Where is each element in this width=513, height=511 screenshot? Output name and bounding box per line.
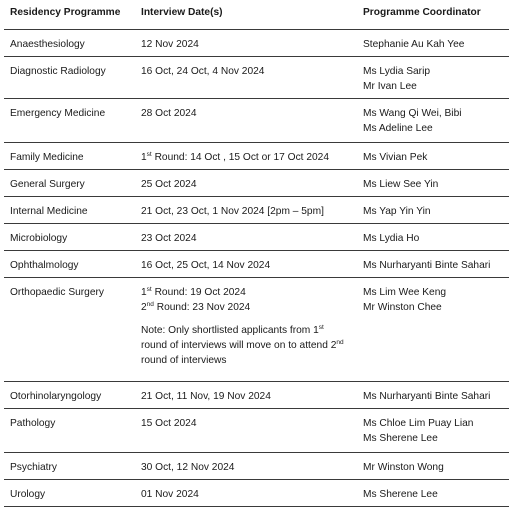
table-row — [4, 143, 509, 170]
header-programme: Residency Programme — [10, 7, 121, 18]
table-row — [4, 99, 509, 143]
programme-cell: Diagnostic Radiology — [10, 66, 106, 77]
dates-cell: 21 Oct, 11 Nov, 19 Nov 2024 — [141, 391, 271, 402]
coordinator-cell: Ms Wang Qi Wei, Bibi Ms Adeline Lee — [363, 108, 462, 134]
table-row — [4, 453, 509, 480]
dates-cell: 12 Nov 2024 — [141, 39, 199, 50]
dates-cell: 21 Oct, 23 Oct, 1 Nov 2024 [2pm – 5pm] — [141, 206, 324, 217]
coordinator-cell: Ms Lim Wee Keng Mr Winston Chee — [363, 287, 447, 313]
dates-cell: 15 Oct 2024 — [141, 418, 197, 429]
dates-cell: 30 Oct, 12 Nov 2024 — [141, 462, 235, 473]
coordinator-cell: Stephanie Au Kah Yee — [363, 39, 465, 50]
dates-cell: 25 Oct 2024 — [141, 179, 197, 190]
table-row — [4, 251, 509, 278]
coordinator-cell: Ms Nurharyanti Binte Sahari — [363, 260, 491, 271]
programme-cell: General Surgery — [10, 179, 85, 190]
dates-cell: 1st Round: 19 Oct 2024 2nd Round: 23 Nov 2024 Note: Only shortlisted applicants from 1st round of interviews will move on to attend 2nd round of interviews — [135, 278, 357, 381]
table-row — [4, 224, 509, 251]
coordinator-cell: Ms Vivian Pek — [363, 152, 428, 163]
table-row — [4, 30, 509, 57]
table-row — [4, 170, 509, 197]
residency-interview-table — [4, 0, 509, 507]
programme-cell: Psychiatry — [10, 462, 57, 473]
coordinator-cell: Ms Nurharyanti Binte Sahari — [363, 391, 491, 402]
table-row — [4, 382, 509, 409]
coordinator-cell: Ms Liew See Yin — [363, 179, 439, 190]
programme-cell: Internal Medicine — [10, 206, 88, 217]
dates-cell: 1st Round: 14 Oct , 15 Oct or 17 Oct 2024 — [141, 151, 329, 163]
dates-cell: 16 Oct, 24 Oct, 4 Nov 2024 — [141, 66, 265, 77]
coordinator-cell: Ms Lydia Sarip Mr Ivan Lee — [363, 66, 430, 92]
dates-cell: 01 Nov 2024 — [141, 489, 199, 500]
programme-cell: Pathology — [10, 418, 56, 429]
coordinator-cell: Ms Chloe Lim Puay Lian Ms Sherene Lee — [363, 418, 474, 444]
table-header-row — [4, 0, 509, 30]
header-interview-dates: Interview Date(s) — [141, 7, 223, 18]
note-text: Note: Only shortlisted applicants from 1st — [141, 324, 324, 336]
programme-cell: Otorhinolaryngology — [10, 391, 102, 402]
table-row — [4, 480, 509, 507]
programme-cell: Urology — [10, 489, 46, 500]
header-coordinator: Programme Coordinator — [363, 7, 481, 18]
coordinator-cell: Ms Lydia Ho — [363, 233, 420, 244]
coordinator-cell: Ms Sherene Lee — [363, 489, 438, 500]
coordinator-cell: Ms Yap Yin Yin — [363, 206, 431, 217]
dates-cell: 23 Oct 2024 — [141, 233, 197, 244]
table-row — [4, 409, 509, 453]
programme-cell: Microbiology — [10, 233, 68, 244]
dates-cell: 16 Oct, 25 Oct, 14 Nov 2024 — [141, 260, 271, 271]
programme-cell: Emergency Medicine — [10, 108, 106, 119]
table-row — [4, 57, 509, 99]
programme-cell: Anaesthesiology — [10, 39, 85, 50]
coordinator-cell: Mr Winston Wong — [363, 462, 444, 473]
table-row — [4, 278, 509, 382]
programme-cell: Family Medicine — [10, 152, 84, 163]
programme-cell: Ophthalmology — [10, 260, 79, 271]
dates-cell: 28 Oct 2024 — [141, 108, 197, 119]
programme-cell: Orthopaedic Surgery — [10, 287, 105, 298]
table-row — [4, 197, 509, 224]
